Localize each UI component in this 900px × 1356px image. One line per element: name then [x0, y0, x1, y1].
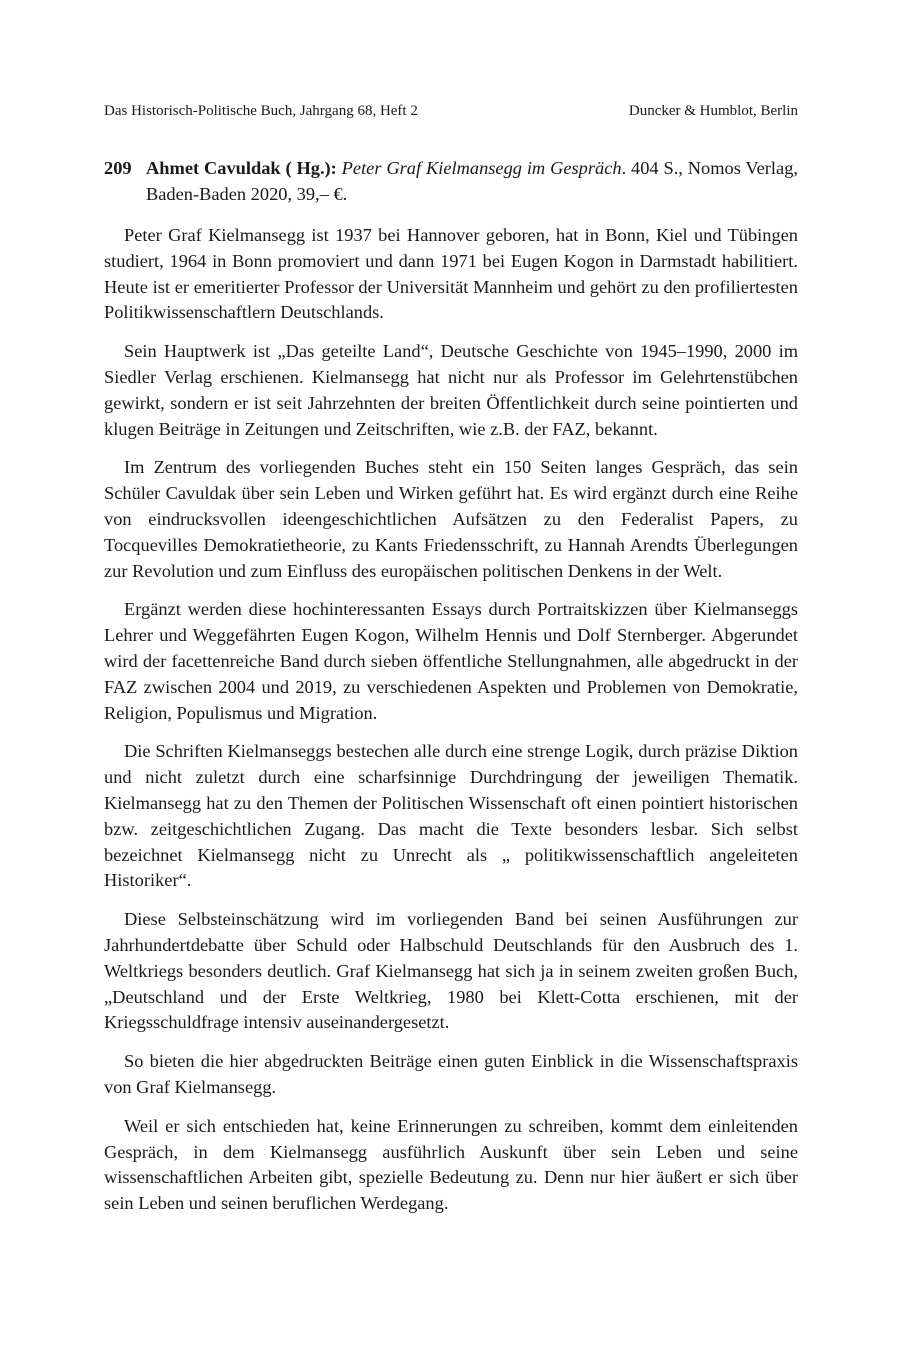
review-paragraph: Im Zentrum des vorliegenden Buches steht ein 150 Seiten langes Gespräch, das sein Schüler Cavuldak über sein Leben und Wirken geführt hat. Es wird ergänzt durch eine Reihe von eindrucksvollen ideengeschichtlichen Aufsätzen zu den Federalist Papers, zu Tocquevilles Demokratietheorie, zu Kants Friedensschrift, zu Hannah Arendts Überlegungen zur Revolution und zum Einfluss des europäischen politischen Denkens in der Welt.	[104, 457, 798, 581]
review-entry	[104, 155, 798, 1230]
entry-author: Ahmet Cavuldak ( Hg.):	[146, 158, 337, 178]
review-paragraph: Peter Graf Kielmansegg ist 1937 bei Hannover geboren, hat in Bonn, Kiel und Tübingen studiert, 1964 in Bonn promoviert und dann 1971 bei Eugen Kogon in Darmstadt habilitiert. Heute ist er emeritierter Professor der Universität Mannheim und gehört zu den profiliertesten Politikwissenschaftlern Deutschlands.	[104, 225, 798, 323]
running-header	[104, 101, 798, 121]
entry-book-details: . 404 S., Nomos Verlag, Baden-Baden 2020, 39,– €.	[146, 158, 798, 204]
publisher-name: Duncker & Humblot, Berlin	[628, 103, 798, 119]
journal-title: Das Historisch-Politische Buch, Jahrgang 68, Heft 2	[104, 103, 418, 119]
review-paragraph: Die Schriften Kielmanseggs bestechen alle durch eine strenge Logik, durch präzise Diktion und nicht zuletzt durch eine scharfsinnige Durchdringung der jeweiligen Thematik. Kielmansegg hat zu den Themen der Politischen Wissenschaft oft einen pointiert historischen bzw. zeitgeschichtlichen Zugang. Das macht die Texte besonders lesbar. Sich selbst bezeichnet Kielmansegg nicht zu Unrecht als „ politikwissenschaftlich angeleiteten Historiker“.	[104, 741, 798, 891]
review-paragraph: Weil er sich entschieden hat, keine Erinnerungen zu schreiben, kommt dem einleitenden Gespräch, in dem Kielmansegg ausführlich Auskunft über sein Leben und seine wissenschaftlichen Arbeiten gibt, spezielle Bedeutung zu. Denn nur hier äußert er sich über sein Leben und seinen beruflichen Werdegang.	[104, 1115, 798, 1214]
review-paragraph: Diese Selbsteinschätzung wird im vorliegenden Band bei seinen Ausführungen zur Jahrhundertdebatte über Schuld oder Halbschuld Deutschlands für den Ausbruch des 1. Weltkriegs besonders deutlich. Graf Kielmansegg hat sich ja in seinem zweiten großen Buch, „Deutschland und der Erste Weltkrieg, 1980 bei Klett-Cotta erschienen, mit der Kriegsschuldfrage intensiv auseinandergesetzt.	[104, 909, 798, 1033]
review-paragraph: Sein Hauptwerk ist „Das geteilte Land“, Deutsche Geschichte von 1945–1990, 2000 im Siedler Verlag erschienen. Kielmansegg hat nicht nur als Professor im Gelehrtenstübchen gewirkt, sondern er ist seit Jahrzehnten der breiten Öffentlichkeit durch seine pointierten und klugen Beiträge in Zeitungen und Zeitschriften, wie z.B. der FAZ, bekannt.	[104, 341, 798, 439]
entry-heading	[104, 155, 798, 207]
entry-number: 209	[104, 158, 132, 178]
review-paragraph: Ergänzt werden diese hochinteressanten Essays durch Portraitskizzen über Kielmanseggs Lehrer und Weggefährten Eugen Kogon, Wilhelm Hennis und Dolf Sternberger. Abgerundet wird der facettenreiche Band durch sieben öffentliche Stellungnahmen, alle abgedruckt in der FAZ zwischen 2004 und 2019, zu verschiedenen Aspekten und Problemen von Demokratie, Religion, Populismus und Migration.	[104, 599, 798, 723]
review-paragraph: So bieten die hier abgedruckten Beiträge einen guten Einblick in die Wissenschaftspraxis von Graf Kielmansegg.	[104, 1051, 798, 1097]
entry-book-title: Peter Graf Kielmansegg im Gespräch	[341, 158, 622, 178]
entry-citation	[146, 155, 798, 207]
